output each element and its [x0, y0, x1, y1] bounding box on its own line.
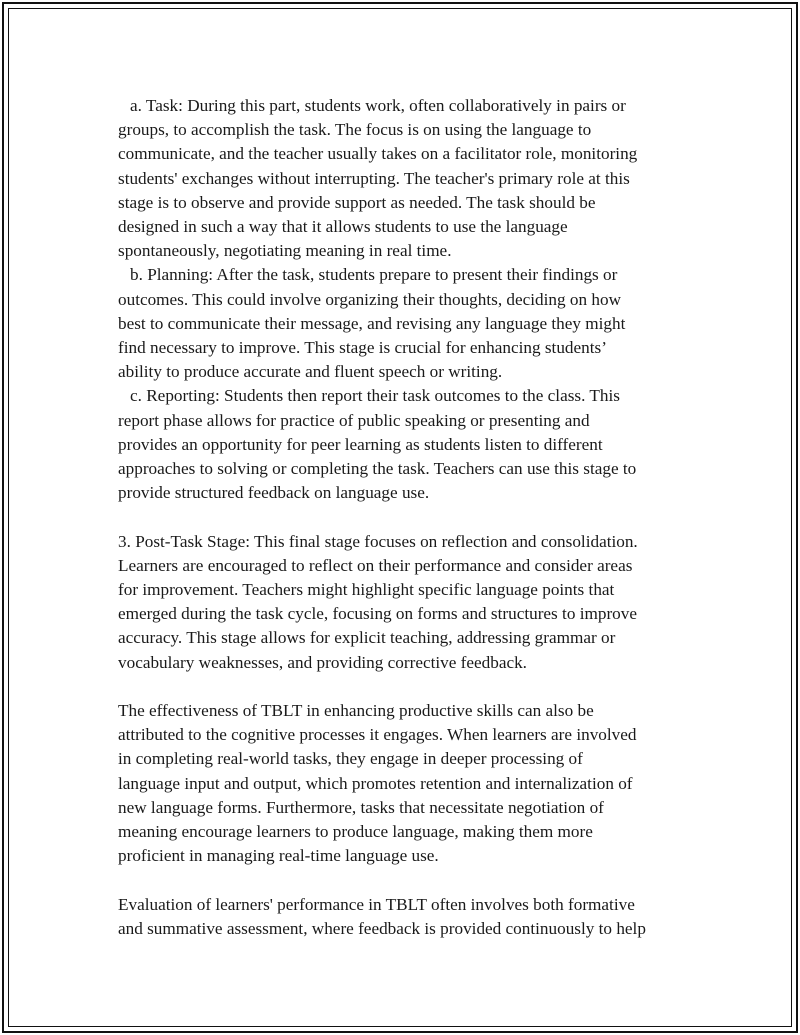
text-line: emerged during the task cycle, focusing on forms and structures to improve	[118, 604, 637, 624]
text-line: ability to produce accurate and fluent speech or writing.	[118, 362, 503, 382]
paragraph	[118, 94, 698, 263]
text-line: b. Planning: After the task, students prepare to present their findings or	[130, 265, 618, 285]
text-line: proficient in managing real-time language use.	[118, 846, 439, 866]
text-line: in completing real-world tasks, they engage in deeper processing of	[118, 749, 583, 769]
text-line: 3. Post-Task Stage: This final stage focuses on reflection and consolidation.	[118, 531, 638, 551]
text-line: Learners are encouraged to reflect on their performance and consider areas	[118, 555, 633, 575]
text-line: for improvement. Teachers might highlight specific language points that	[118, 580, 615, 600]
paragraph	[118, 263, 698, 384]
text-line: approaches to solving or completing the task. Teachers can use this stage to	[118, 459, 637, 479]
paragraph-gap	[118, 505, 698, 529]
text-line: report phase allows for practice of public speaking or presenting and	[118, 410, 590, 430]
text-line: students' exchanges without interrupting. The teacher's primary role at this	[118, 168, 630, 188]
text-line: and summative assessment, where feedback is provided continuously to help	[118, 918, 646, 938]
text-line: The effectiveness of TBLT in enhancing productive skills can also be	[118, 701, 594, 721]
text-line: language input and output, which promotes retention and internalization of	[118, 773, 633, 793]
text-line: find necessary to improve. This stage is crucial for enhancing students’	[118, 338, 607, 358]
text-line: c. Reporting: Students then report their task outcomes to the class. This	[130, 386, 620, 406]
text-line: spontaneously, negotiating meaning in real time.	[118, 241, 452, 261]
paragraph	[118, 699, 698, 868]
paragraph	[118, 530, 698, 675]
document-body	[118, 94, 698, 941]
text-line: stage is to observe and provide support as needed. The task should be	[118, 192, 596, 212]
paragraph-gap	[118, 868, 698, 892]
text-line: meaning encourage learners to produce language, making them more	[118, 822, 593, 842]
text-line: accuracy. This stage allows for explicit teaching, addressing grammar or	[118, 628, 616, 648]
paragraph	[118, 893, 698, 941]
text-line: provides an opportunity for peer learning as students listen to different	[118, 434, 603, 454]
text-line: provide structured feedback on language use.	[118, 483, 430, 503]
text-line: best to communicate their message, and revising any language they might	[118, 313, 626, 333]
paragraph-gap	[118, 675, 698, 699]
text-line: new language forms. Furthermore, tasks that necessitate negotiation of	[118, 797, 604, 817]
text-line: Evaluation of learners' performance in TBLT often involves both formative	[118, 894, 635, 914]
text-line: communicate, and the teacher usually takes on a facilitator role, monitoring	[118, 144, 638, 164]
text-line: groups, to accomplish the task. The focus is on using the language to	[118, 120, 592, 140]
text-line: a. Task: During this part, students work, often collaboratively in pairs or	[130, 96, 626, 115]
text-line: outcomes. This could involve organizing their thoughts, deciding on how	[118, 289, 621, 309]
paragraph	[118, 384, 698, 505]
text-line: vocabulary weaknesses, and providing corrective feedback.	[118, 652, 527, 672]
text-line: designed in such a way that it allows students to use the language	[118, 217, 568, 237]
text-line: attributed to the cognitive processes it engages. When learners are involved	[118, 725, 637, 745]
